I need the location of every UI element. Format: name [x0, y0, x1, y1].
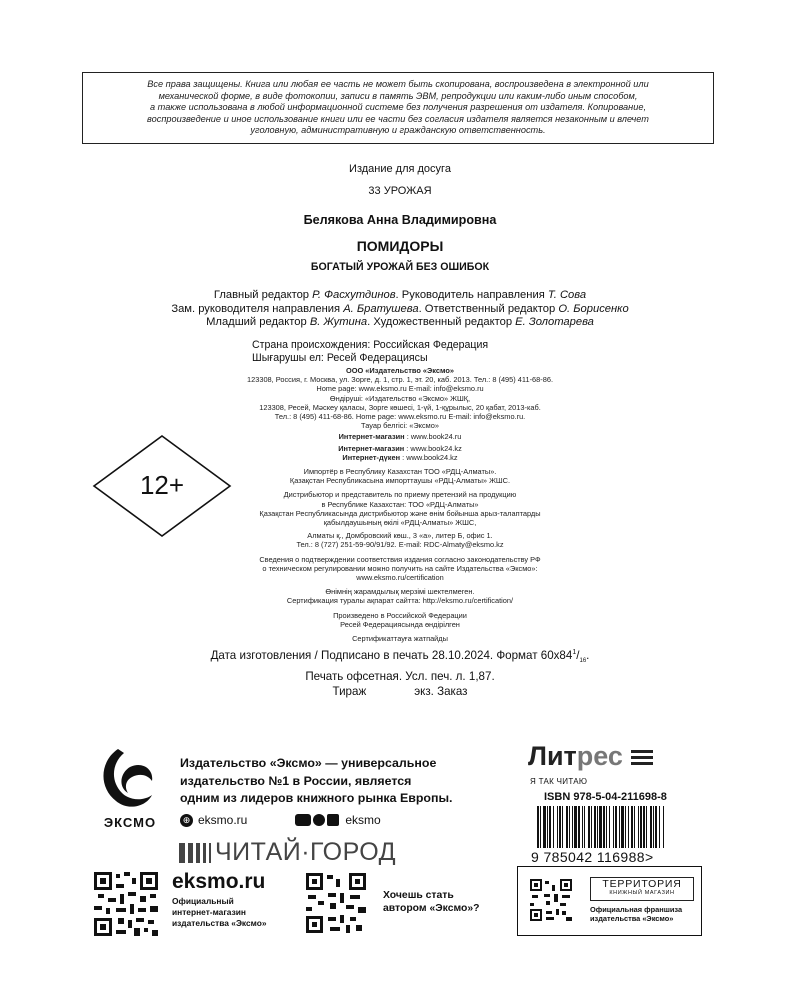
age-rating-badge: [92, 434, 232, 538]
cert-info-1: Сведения о подтверждении соответствия издания согласно законодательству РФ: [259, 554, 541, 564]
copyright-line: воспроизведение и иное использование книги или ее части без согласия издателя является незаконным и влечет: [147, 113, 649, 124]
chitai-gorod-bars-icon: [179, 841, 213, 865]
barcode-bar: [537, 806, 539, 848]
eksmo-desc-line: издательство №1 в России, является: [180, 773, 412, 788]
chitai-gorod-text: ЧИТАЙ·ГОРОД: [215, 838, 397, 866]
barcode-bar: [613, 806, 614, 848]
copyright-line: механической форме, в виде фотокопии, записи в память ЭВМ, репродукции или каким-либо иным способом,: [158, 90, 638, 101]
barcode-bar: [572, 806, 573, 848]
territoria-logo: [590, 877, 694, 901]
distributor-2: в Республике Казахстан: ТОО «РДЦ-Алматы»: [321, 499, 479, 509]
barcode-bar: [643, 806, 645, 848]
barcode-bar: [655, 806, 657, 848]
book-title: ПОМИДОРЫ: [356, 238, 444, 254]
origin-kz: Шығарушы ел: Ресей Федерациясы: [252, 351, 428, 364]
barcode-bar: [640, 806, 642, 848]
barcode-bar: [557, 806, 558, 848]
origin-ru: Страна происхождения: Российская Федерация: [252, 339, 489, 351]
litres-slogan: Я ТАК ЧИТАЮ: [530, 777, 588, 786]
copyright-line: Все права защищены. Книга или любая ее часть не может быть скопирована, воспроизведена в электронной или: [147, 79, 649, 89]
barcode-digits: 9 785042 116988>: [531, 849, 654, 865]
print-details: [0, 645, 800, 699]
barcode-bar: [634, 806, 635, 848]
staff-line-3: Младший редактор В. Жутина. Художественный редактор Е. Золотарева: [206, 316, 594, 328]
video-icon[interactable]: [327, 814, 339, 826]
barcode-bar: [621, 806, 624, 848]
barcode-bar: [566, 806, 568, 848]
barcode-bar: [582, 806, 583, 848]
made-in-kz: Ресей Федерациясында өндірілген: [340, 619, 460, 629]
barcode-bar: [663, 806, 664, 848]
publisher-address: 123308, Россия, г. Москва, ул. Зорге, д. 1, стр. 1, эт. 20, каб. 2013. Тел.: 8 (495) 411-68-86.: [247, 375, 553, 385]
eksmo-brand-text: ЭКСМО: [103, 815, 157, 830]
barcode-bar: [625, 806, 626, 848]
publisher-kz-address: 123308, Ресей, Мәскеу қаласы, Зорге көшесі, 1-үй, 1-құрылыс, 20 қабат, 2013-каб.: [259, 402, 541, 412]
barcode-bar: [646, 806, 647, 848]
litres-lines-icon: [631, 749, 653, 765]
eksmo-logo: [90, 745, 170, 835]
eksmo-desc-line: Издательство «Эксмо» — универсальное: [180, 756, 437, 770]
staff-line-1: Главный редактор Р. Фасхутдинов. Руководитель направления Т. Сова: [213, 289, 587, 301]
made-in-ru: Произведено в Российской Федерации: [333, 610, 467, 620]
qr-code-author[interactable]: [306, 873, 366, 933]
shop-kz: Интернет-магазин : www.book24.kz: [338, 443, 462, 453]
importer-kz: Қазақстан Республикасына импорттаушы «РДЦ-Алматы» ЖШС.: [289, 476, 511, 486]
shop-ru: Интернет-магазин : www.book24.ru: [338, 432, 462, 442]
barcode-bar: [547, 806, 548, 848]
cert-kz-1: Өнімнің жарамдылық мерзімі шектелмеген.: [325, 587, 475, 597]
publisher-web: Home page: www.eksmo.ru E-mail: info@eksmo.ru: [316, 384, 484, 394]
author-name: Белякова Анна Владимировна: [303, 213, 497, 227]
barcode-bar: [615, 806, 617, 848]
barcode-bar: [628, 806, 629, 848]
eksmo-description: [180, 755, 453, 808]
cert-kz-2: Сертификация туралы ақпарат сайтта: http://eksmo.ru/certification/: [286, 596, 514, 606]
eksmo-social-handle[interactable]: eksmo: [345, 813, 381, 827]
copyright-line: уголовную, административную и гражданскую ответственность.: [250, 125, 546, 136]
country-origin: [252, 339, 552, 364]
official-shop-text: Официальный интернет-магазин издательства «Эксмо»: [172, 896, 267, 928]
distributor-3: Қазақстан Республикасында дистрибьютор және өнім бойынша арыз-талаптарды: [259, 508, 541, 518]
qr-code-territoria[interactable]: [530, 879, 572, 921]
print-line-2: Печать офсетная. Усл. печ. л. 1,87.: [305, 670, 495, 684]
publisher-kz-name: Өндіруші: «Издательство «Эксмо» ЖШҚ,: [329, 393, 471, 403]
staff-line-2: Зам. руководителя направления А. Братушева. Ответственный редактор О. Борисенко: [171, 302, 629, 315]
territoria-subtitle: КНИЖНЫЙ МАГАЗИН: [609, 890, 675, 896]
staff-credits: [0, 289, 800, 330]
territoria-box: [517, 866, 702, 936]
barcode-bar: [609, 806, 610, 848]
barcode-bar: [603, 806, 605, 848]
barcode-bar: [588, 806, 590, 848]
age-rating-text: 12+: [139, 470, 185, 500]
barcode-bar: [574, 806, 577, 848]
cert-info-3: www.eksmo.ru/certification: [356, 573, 444, 583]
book-subtitle: БОГАТЫЙ УРОЖАЙ БЕЗ ОШИБОК: [310, 261, 490, 273]
barcode-bar: [553, 806, 554, 848]
series-name: 33 УРОЖАЯ: [368, 185, 432, 197]
barcode-bar: [619, 806, 620, 848]
shop-kz-2: Интернет-дүкен : www.book24.kz: [342, 452, 458, 462]
barcode-bar: [606, 806, 607, 848]
barcode-bar: [591, 806, 592, 848]
telegram-icon[interactable]: [313, 814, 325, 826]
cert-info-2: о техническом регулировании можно получить на сайте Издательства «Эксмо»:: [262, 563, 538, 573]
barcode-bar: [562, 806, 563, 848]
eksmo-site-row: [180, 813, 381, 827]
official-shop-block: [172, 870, 267, 928]
barcode-bar: [594, 806, 596, 848]
print-line-3: Тираж экз. Заказ: [332, 685, 468, 699]
barcode-bar: [578, 806, 580, 848]
barcode-bar: [638, 806, 639, 848]
chitai-gorod-logo: [179, 838, 396, 867]
vk-icon[interactable]: [295, 814, 311, 826]
publisher-name: ООО «Издательство «Эксмо»: [346, 366, 454, 375]
barcode-bar: [540, 806, 541, 848]
eksmo-swirl-icon: [90, 745, 170, 815]
isbn-number: ISBN 978-5-04-211698-8: [544, 791, 667, 803]
barcode-bar: [599, 806, 602, 848]
certification-required: Сертификаттауға жатпайды: [352, 634, 448, 644]
qr-code-shop[interactable]: [94, 872, 158, 936]
litres-name-a: Лит: [528, 741, 577, 771]
copyright-line: а также использована в любой информационной системе без получения разрешения от издателя. Копирование,: [149, 102, 646, 113]
publisher-kz-web: Тел.: 8 (495) 411-68-86. Home page: www.eksmo.ru E-mail: info@eksmo.ru.: [274, 412, 526, 422]
eksmo-site-link[interactable]: eksmo.ru: [198, 813, 248, 827]
territoria-description: Официальная франшиза издательства «Эксмо»: [590, 905, 683, 924]
become-author-text[interactable]: Хочешь стать автором «Эксмо»?: [383, 890, 480, 914]
importer-ru: Импортёр в Республику Казахстан ТОО «РДЦ-Алматы».: [303, 467, 497, 477]
barcode-bar: [569, 806, 570, 848]
distributor-4: қабылдаушының өкілі «РДЦ-Алматы» ЖШС,: [323, 518, 477, 528]
edition-type: Издание для досуга: [349, 163, 451, 175]
barcode-bar: [650, 806, 652, 848]
territoria-title: ТЕРРИТОРИЯ: [602, 878, 682, 890]
barcode-bar: [631, 806, 633, 848]
barcode-bar: [597, 806, 598, 848]
eksmo-site-big[interactable]: eksmo.ru: [172, 870, 266, 893]
barcode-bar: [559, 806, 561, 848]
litres-name-b: рес: [576, 741, 623, 771]
kz-address: Алматы қ., Домбровский көш., 3 «а», литер Б, офис 1.: [307, 531, 493, 541]
eksmo-desc-line: одним из лидеров книжного рынка Европы.: [180, 791, 453, 806]
barcode-bar: [584, 806, 585, 848]
barcode-image: [537, 806, 713, 848]
print-line-1: Дата изготовления / Подписано в печать 28.10.2024. Формат $60x84^1/_{16}$.: [210, 648, 590, 665]
kz-phone: Тел.: 8 (727) 251-59-90/91/92. E-mail: RDC-Almaty@eksmo.kz: [296, 540, 504, 550]
barcode-bar: [549, 806, 551, 848]
litres-logo: [528, 741, 653, 772]
globe-icon: ⊕: [180, 814, 193, 827]
barcode-bar: [659, 806, 660, 848]
copyright-notice: [82, 72, 714, 144]
trademark: Тауар белгісі: «Эксмо»: [361, 421, 439, 431]
distributor-1: Дистрибьютор и представитель по приему претензий на продукцию: [283, 490, 517, 500]
barcode-bar: [543, 806, 546, 848]
barcode-bar: [653, 806, 654, 848]
